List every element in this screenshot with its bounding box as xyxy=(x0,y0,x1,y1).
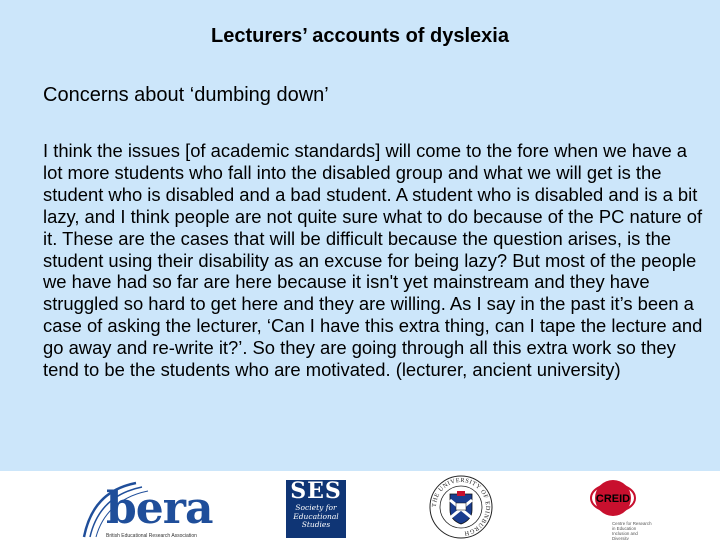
slide-subtitle: Concerns about ‘dumbing down’ xyxy=(43,84,329,106)
lecturer-quote: I think the issues [of academic standards] will come to the fore when we have a lot more students who fall into the disabled group and what we will get is the student who is disabled and a bad student. A student who is disabled and is a bit lazy, and I think people are not quite sure what to do because of the PC nature of it. These are the cases that will be difficult because the question arises, is the student using their disability as an excuse for being lazy? But most of the people we have had so far are here because it isn't yet mainstream and they have struggled so hard to get here and they are willing. As I say in the past it’s been a case of asking the lecturer, ‘Can I have this extra thing, can I tape the lecture and go away and re-write it?’. So they are going through all this extra work so they tend to be the students who are motivated. (lecturer, ancient university) xyxy=(43,140,703,381)
bera-tagline: British Educational Research Association xyxy=(106,533,197,539)
slide-title: Lecturers’ accounts of dyslexia xyxy=(211,25,509,47)
creid-logo xyxy=(586,474,656,540)
edinburgh-crest xyxy=(428,474,494,540)
creid-tagline: Centre for Research in Education Inclusion and Diversity xyxy=(612,521,652,540)
svg-text:CREID: CREID xyxy=(595,493,631,505)
bera-logo xyxy=(76,477,213,539)
ses-tagline: Society for Educational Studies xyxy=(293,503,339,529)
ses-wordmark: SES xyxy=(290,478,342,504)
logo-strip xyxy=(0,471,720,540)
svg-text:THE UNIVERSITY OF EDINBURGH: THE UNIVERSITY OF EDINBURGH xyxy=(430,476,492,537)
edinburgh-crest-icon xyxy=(428,474,494,540)
ses-logo xyxy=(286,480,346,538)
bera-wordmark: bera xyxy=(106,483,213,534)
